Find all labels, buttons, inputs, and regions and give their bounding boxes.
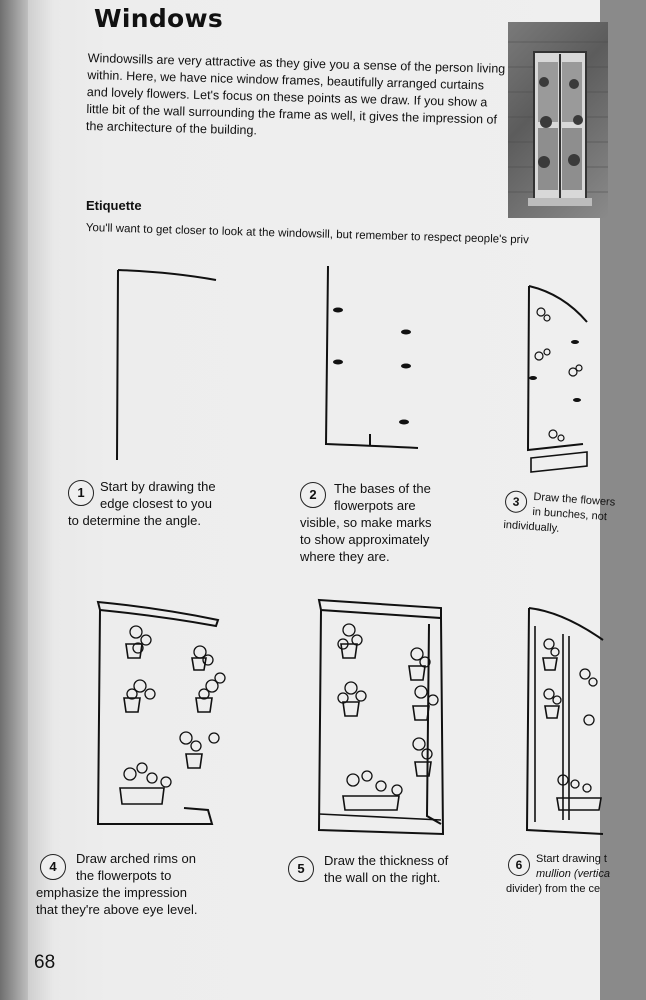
page-number: 68 xyxy=(34,952,56,973)
drawing-step-2 xyxy=(318,262,428,462)
drawing-step-5 xyxy=(313,594,453,844)
step-6-caption: 6 Start drawing t mullion (vertica divider) from the ce xyxy=(506,853,610,895)
step-number: 4 xyxy=(40,854,66,880)
step-2-caption: 2 The bases of the flowerpots are visible, so make marks to show approximately where they are. xyxy=(300,481,432,564)
intro-paragraph: Windowsills are very attractive as they give you a sense of the person living within. Here, we have nice window frames, beautifully arranged curtains and lovely flowers. Let's focus on these points as we draw. If you show a little bit of the wall surrounding the frame as well, it gives the impression of the architecture of the building. xyxy=(85,50,506,138)
drawing-step-3 xyxy=(523,282,603,482)
step-number: 5 xyxy=(288,856,314,882)
page-title: Windows xyxy=(94,4,224,33)
drawing-step-1 xyxy=(112,264,222,464)
step-1-caption: 1 Start by drawing the edge closest to you to determine the angle. xyxy=(68,479,216,528)
section-heading: Etiquette xyxy=(86,198,142,213)
window-photo xyxy=(508,22,608,218)
step-3-caption: 3 Draw the flowers in bunches, not individually. xyxy=(503,490,616,535)
step-5-caption: 5 Draw the thickness of the wall on the right. xyxy=(288,852,488,886)
step-number: 3 xyxy=(504,490,527,513)
drawing-step-4 xyxy=(90,598,230,838)
drawing-step-6 xyxy=(523,604,603,844)
section-text: You'll want to get closer to look at the windowsill, but remember to respect people's priv xyxy=(85,222,529,247)
step-number: 6 xyxy=(508,854,530,876)
book-page xyxy=(28,0,616,1000)
step-number: 1 xyxy=(68,480,94,506)
step-number: 2 xyxy=(300,482,326,508)
step-4-caption: 4 Draw arched rims on the flowerpots to emphasize the impression that they're above eye level. xyxy=(36,851,198,917)
